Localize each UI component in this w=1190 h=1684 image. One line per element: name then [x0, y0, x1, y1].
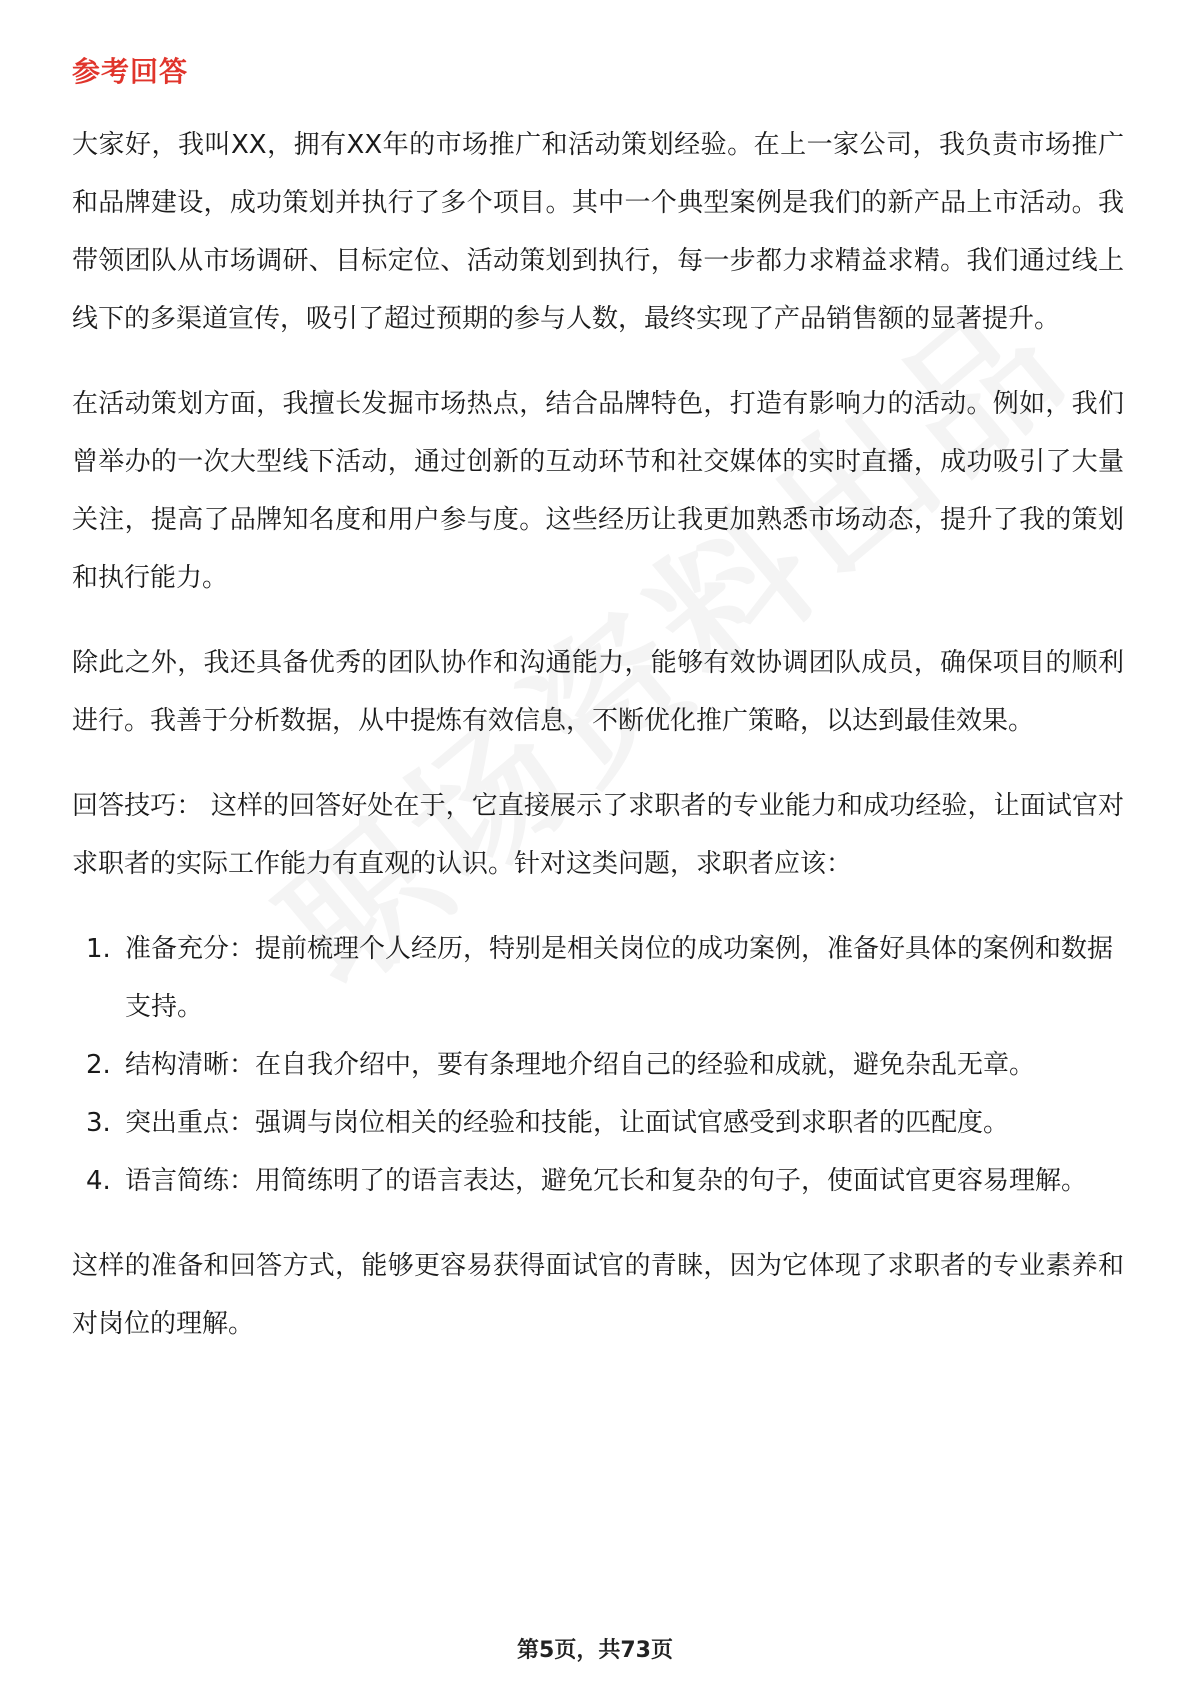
page-number: 第5页，共73页 [517, 1638, 673, 1663]
list-item [72, 920, 1124, 1036]
paragraph-intro: 大家好，我叫XX，拥有XX年的市场推广和活动策划经验。在上一家公司，我负责市场推广和品牌建设，成功策划并执行了多个项目。其中一个典型案例是我们的新产品上市活动。我带领团队从市场调研、目标定位、活动策划到执行，每一步都力求精益求精。我们通过线上线下的多渠道宣传，吸引了超过预期的参与人数，最终实现了产品销售额的显著提升。 [72, 130, 1124, 334]
list-item-text: 突出重点：强调与岗位相关的经验和技能，让面试官感受到求职者的匹配度。 [125, 1108, 1010, 1138]
list-item-text: 语言简练：用简练明了的语言表达，避免冗长和复杂的句子，使面试官更容易理解。 [125, 1166, 1088, 1196]
paragraph-tips-intro: 回答技巧： 这样的回答好处在于，它直接展示了求职者的专业能力和成功经验，让面试官对求职者的实际工作能力有直观的认识。针对这类问题，求职者应该： [72, 791, 1124, 879]
section-heading: 参考回答 [72, 55, 189, 88]
list-number: 1. [86, 934, 111, 964]
list-number: 3. [86, 1108, 111, 1138]
paragraph-teamwork: 除此之外，我还具备优秀的团队协作和沟通能力，能够有效协调团队成员，确保项目的顺利进行。我善于分析数据，从中提炼有效信息，不断优化推广策略，以达到最佳效果。 [72, 648, 1124, 736]
tips-list [72, 920, 1124, 1210]
list-item [72, 1152, 1124, 1210]
list-number: 4. [86, 1166, 111, 1196]
list-item-text: 准备充分：提前梳理个人经历，特别是相关岗位的成功案例，准备好具体的案例和数据支持。 [125, 934, 1114, 1022]
list-number: 2. [86, 1050, 111, 1080]
list-item [72, 1036, 1124, 1094]
list-item [72, 1094, 1124, 1152]
paragraph-conclusion: 这样的准备和回答方式，能够更容易获得面试官的青睐，因为它体现了求职者的专业素养和对岗位的理解。 [72, 1251, 1124, 1339]
paragraph-planning: 在活动策划方面，我擅长发掘市场热点，结合品牌特色，打造有影响力的活动。例如，我们曾举办的一次大型线下活动，通过创新的互动环节和社交媒体的实时直播，成功吸引了大量关注，提高了品牌知名度和用户参与度。这些经历让我更加熟悉市场动态，提升了我的策划和执行能力。 [72, 389, 1124, 593]
answer-content [72, 116, 1124, 1380]
list-item-text: 结构清晰：在自我介绍中，要有条理地介绍自己的经验和成就，避免杂乱无章。 [125, 1050, 1036, 1080]
